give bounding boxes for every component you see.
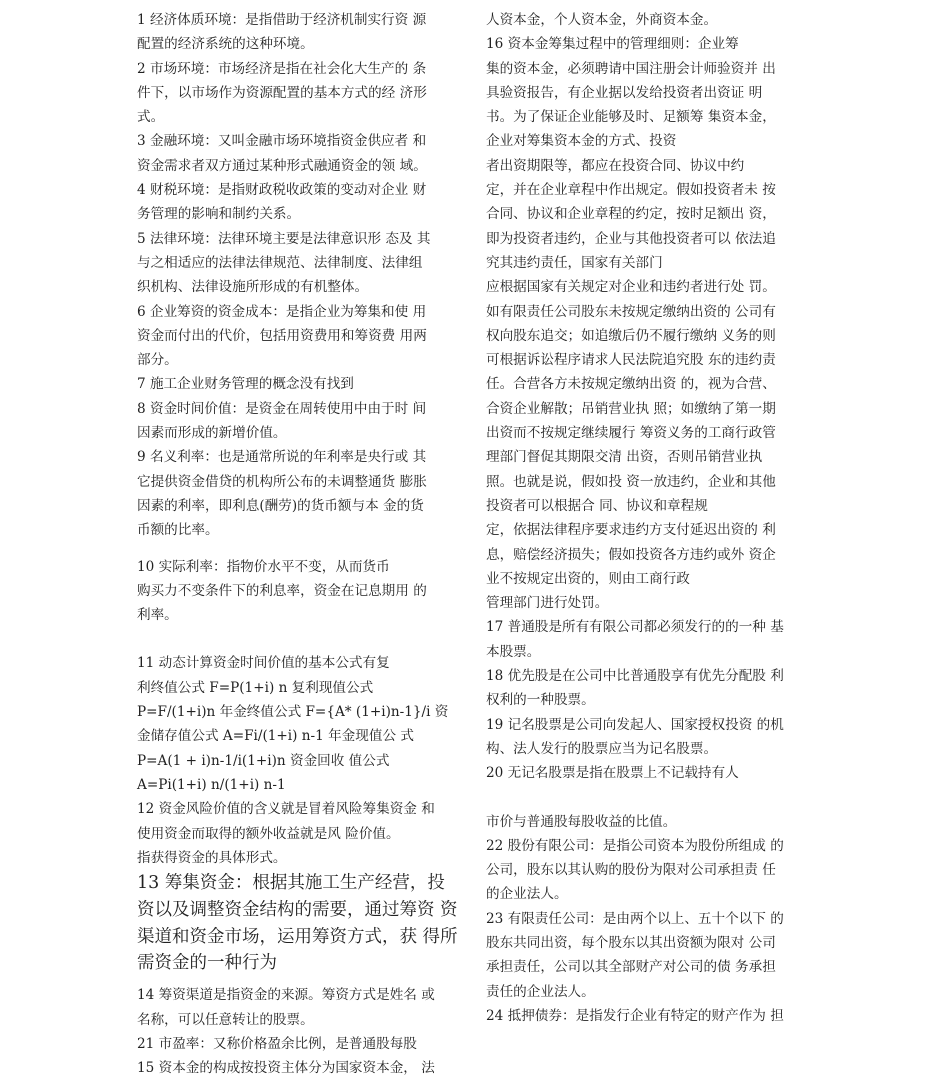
text-line: 股东共同出资，每个股东以其出资额为限对 公司 — [486, 934, 776, 951]
text-line: 使用资金而取得的额外收益就是风 险价值。 — [137, 825, 400, 842]
text-line: 购买力不变条件下的利息率，资金在记息期用 的 — [137, 582, 427, 599]
text-line: 息，赔偿经济损失；假如投资各方违约或外 资企 — [486, 546, 776, 563]
text-line: 17 普通股是所有有限公司都必须发行的的一种 基 — [486, 619, 784, 636]
text-line: 公司，股东以其认购的股份为限对公司承担责 任 — [486, 862, 776, 879]
text-line: 22 股份有限公司：是指公司资本为股份所组成 的 — [486, 837, 784, 854]
text-line: 与之相适应的法律法律规范、法律制度、法律组 — [137, 254, 423, 271]
text-line: 配置的经济系统的这种环境。 — [137, 36, 314, 53]
text-line: 具验资报告，有企业据以发给投资者出资证 明 — [486, 84, 763, 101]
text-line: 6 企业筹资的资金成本：是指企业为筹集和使 用 — [137, 303, 427, 320]
text-line: 业不按规定出资的，则由工商行政 — [486, 570, 690, 587]
text-line: 管理部门进行处罚。 — [486, 595, 609, 612]
text-line: 1 经济体质环境：是指借助于经济机制实行资 源 — [137, 12, 427, 28]
text-line: 指获得资金的具体形式。 — [137, 849, 287, 866]
text-line: 投资者可以根据合 同、协议和章程规 — [486, 497, 708, 514]
text-line: P=A(1 + i)n-1/i(1+i)n 资金回收 值公式 — [137, 752, 390, 769]
text-line-large: 资以及调整资金结构的需要，通过筹资 资 — [137, 899, 458, 920]
text-line: 19 记名股票是公司向发起人、国家授权投资 的机 — [486, 716, 784, 733]
text-line: 资金而付出的代价，包括用资费用和筹资费 用两 — [137, 327, 427, 344]
right-column — [486, 8, 806, 1028]
text-line-large: 渠道和资金市场，运用筹资方式，获 得所 — [137, 926, 458, 947]
text-line: 式。 — [137, 109, 165, 126]
text-line: 任。合营各方未按规定缴纳出资 的，视为合营、 — [486, 376, 776, 393]
text-line: 究其违约责任，国家有关部门 — [486, 254, 663, 271]
text-line: 应根据国家有关规定对企业和违约者进行处 罚。 — [486, 279, 776, 296]
text-line: 18 优先股是在公司中比普通股享有优先分配股 利 — [486, 668, 784, 685]
text-line: 因素的利率，即利息(酬劳)的货币额与本 金的货 — [137, 497, 424, 514]
text-line: 15 资本金的构成按投资主体分为国家资本金， 法 — [137, 1060, 435, 1077]
text-line: 因素而形成的新增价值。 — [137, 425, 287, 442]
text-line: 12 资金风险价值的含义就是冒着风险筹集资金 和 — [137, 801, 435, 818]
text-line: 责任的企业法人。 — [486, 983, 595, 1000]
text-line: 本股票。 — [486, 643, 541, 660]
text-line: 者出资期限等，都应在投资合同、协议中约 — [486, 157, 745, 174]
text-line: 16 资本金筹集过程中的管理细则：企业筹 — [486, 36, 739, 53]
text-line: 名称，可以任意转让的股票。 — [137, 1011, 314, 1028]
text-line: 合同、协议和企业章程的约定，按时足额出 资， — [486, 206, 776, 223]
text-line: 如有限责任公司股东未按规定缴纳出资的 公司有 — [486, 303, 776, 320]
text-line: 利终值公式 F=P(1+i) n 复利现值公式 — [137, 679, 374, 696]
paragraph-gap — [486, 786, 806, 810]
text-line: 它提供资金借贷的机构所公布的未调整通货 膨胀 — [137, 473, 427, 490]
text-line: 务管理的影响和制约关系。 — [137, 206, 301, 223]
text-line: 23 有限责任公司：是由两个以上、五十个以下 的 — [486, 910, 784, 927]
text-line: 定，依据法律程序要求违约方支付延迟出资的 利 — [486, 522, 776, 539]
text-line: 集的资本金，必须聘请中国注册会计师验资并 出 — [486, 60, 776, 77]
text-line: 5 法律环境：法律环境主要是法律意识形 态及 其 — [137, 230, 431, 247]
text-line: 书。为了保证企业能够及时、足额筹 集资本金， — [486, 109, 776, 126]
text-line: 定，并在企业章程中作出规定。假如投资者未 按 — [486, 182, 776, 199]
text-line-large: 需资金的一种行为 — [137, 953, 277, 974]
text-line: 企业对筹集资本金的方式、投资 — [486, 133, 677, 150]
text-line: 承担责任，公司以其全部财产对公司的债 务承担 — [486, 959, 776, 976]
text-line: 11 动态计算资金时间价值的基本公式有复 — [137, 655, 390, 672]
text-line: 照。也就是说，假如投 资一放违约，企业和其他 — [486, 473, 776, 490]
text-line: 14 筹资渠道是指资金的来源。筹资方式是姓名 或 — [137, 987, 435, 1004]
text-line: 24 抵押债券：是指发行企业有特定的财产作为 担 — [486, 1007, 784, 1024]
text-line: 3 金融环境：又叫金融市场环境指资金供应者 和 — [137, 133, 427, 150]
text-line: 织机构、法律设施所形成的有机整体。 — [137, 279, 369, 296]
text-line: 8 资金时间价值：是资金在周转使用中由于时 间 — [137, 400, 427, 417]
text-line: 市价与普通股每股收益的比值。 — [486, 813, 677, 830]
text-line: 即为投资者违约，企业与其他投资者可以 依法追 — [486, 230, 776, 247]
text-line: 资金需求者双方通过某种形式融通资金的领 域。 — [137, 157, 427, 174]
text-line: 2 市场环境：市场经济是指在社会化大生产的 条 — [137, 60, 427, 77]
text-line: 利率。 — [137, 607, 178, 624]
text-line: 构、法人发行的股票应当为记名股票。 — [486, 740, 718, 757]
text-line: 权向股东追交；如追缴后仍不履行缴纳 义务的则 — [486, 327, 776, 344]
text-line: 9 名义利率：也是通常所说的年利率是央行或 其 — [137, 449, 427, 466]
text-line: 币额的比率。 — [137, 522, 219, 539]
text-line: 出资而不按规定继续履行 筹资义务的工商行政管 — [486, 425, 776, 442]
text-line: 人资本金，个人资本金，外商资本金。 — [486, 12, 718, 28]
text-line: 理部门督促其期限交清 出资，否则吊销营业执 — [486, 449, 763, 466]
text-line: 21 市盈率：又称价格盈余比例，是普通股每股 — [137, 1035, 417, 1052]
text-line: P=F/(1+i)n 年金终值公式 F={A* (1+i)n-1}/i 资 — [137, 704, 449, 721]
text-line: 7 施工企业财务管理的概念没有找到 — [137, 376, 354, 393]
text-line: 4 财税环境：是指财政税收政策的变动对企业 财 — [137, 182, 427, 199]
text-line: 权利的一种股票。 — [486, 692, 595, 709]
text-line-large: 13 筹集资金：根据其施工生产经营，投 — [137, 873, 445, 894]
text-line: 20 无记名股票是指在股票上不记载持有人 — [486, 765, 739, 782]
paragraph-gap — [137, 543, 460, 555]
paragraph-gap — [137, 627, 460, 651]
text-line: 金储存值公式 A=Fi/(1+i) n-1 年金现值公 式 — [137, 728, 414, 745]
text-line: A=Pi(1+i) n/(1+i) n-1 — [137, 776, 286, 793]
text-line: 件下，以市场作为资源配置的基本方式的经 济形 — [137, 84, 427, 101]
text-line: 可根据诉讼程序请求人民法院追究股 东的违约责 — [486, 352, 776, 369]
text-line: 合资企业解散；吊销营业执 照；如缴纳了第一期 — [486, 400, 776, 417]
text-line: 的企业法人。 — [486, 886, 568, 903]
text-line: 部分。 — [137, 352, 178, 369]
text-line: 10 实际利率：指物价水平不变，从而货币 — [137, 558, 390, 575]
left-column — [137, 8, 460, 1080]
